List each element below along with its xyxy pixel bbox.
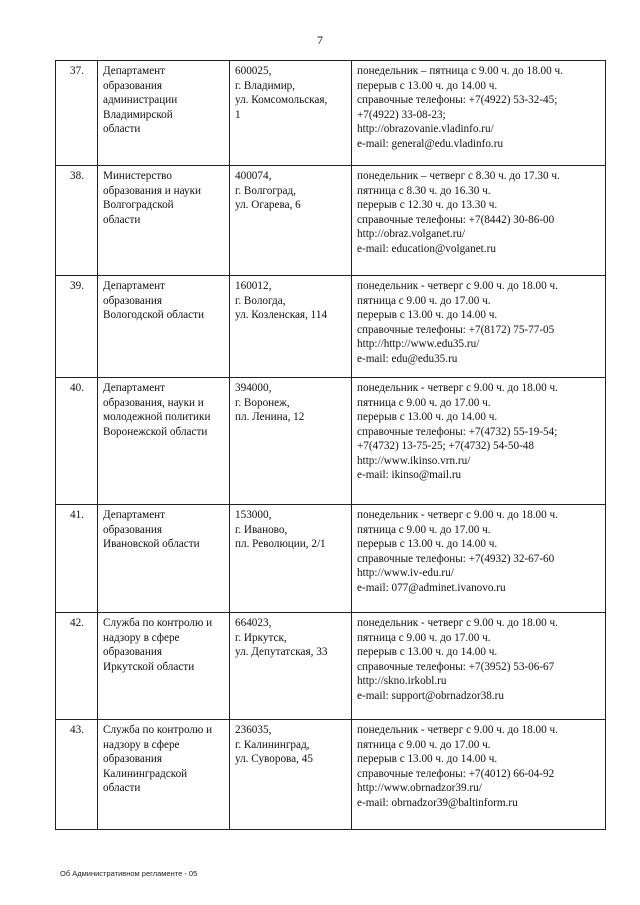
organization-address-line: ул. Суворова, 45 (235, 753, 313, 765)
organization-name-line: Департамент (103, 382, 166, 394)
contact-info (352, 61, 606, 166)
organization-address-line: г. Волгоград, (235, 184, 296, 197)
contact-info-line: пятница с 9.00 ч. до 17.00 ч. (357, 294, 491, 307)
organization-address (230, 61, 352, 166)
organization-name-line: администрации (103, 94, 178, 106)
organization-address-line: 400074, (235, 170, 272, 182)
organization-address-line: 664023, (235, 617, 272, 629)
organization-name-line: образования, науки и (103, 396, 204, 409)
contact-info-line: http://obraz.volganet.ru/ (357, 228, 466, 240)
organization-address-line: 236035, (235, 724, 272, 736)
contacts-table-body (56, 61, 606, 830)
contact-info-line: понедельник - четверг с 9.00 ч. до 18.00 ч. (357, 617, 558, 629)
row-number: 43. (56, 720, 98, 830)
row-number: 42. (56, 613, 98, 720)
contact-info-line: +7(4922) 33-08-23; (357, 108, 446, 121)
contact-info-line: перерыв с 13.00 ч. до 14.00 ч. (357, 411, 498, 423)
contact-info-line: пятница с 9.00 ч. до 17.00 ч. (357, 631, 491, 644)
organization-name (98, 378, 230, 505)
table-row (56, 505, 606, 613)
organization-address-line: ул. Козленская, 114 (235, 309, 328, 321)
contact-info-line: перерыв с 13.00 ч. до 14.00 ч. (357, 646, 498, 658)
contact-info-line: http://obrazovanie.vladinfo.ru/ (357, 123, 494, 135)
organization-name-line: области (103, 123, 141, 135)
contact-info (352, 276, 606, 378)
contact-info-line: справочные телефоны: +7(4922) 53-32-45; (357, 94, 558, 106)
contact-info-line: понедельник - четверг с 9.00 ч. до 18.00 ч. (357, 382, 558, 394)
organization-name-line: надзору в сфере (103, 738, 180, 751)
contact-info-line: перерыв с 13.00 ч. до 14.00 ч. (357, 538, 498, 550)
contact-info (352, 505, 606, 613)
organization-address (230, 166, 352, 276)
contact-info-line: перерыв с 13.00 ч. до 14.00 ч. (357, 753, 498, 765)
contact-info-line: перерыв с 13.00 ч. до 14.00 ч. (357, 79, 498, 92)
contact-info-line: понедельник - четверг с 9.00 ч. до 18.00 ч. (357, 724, 558, 736)
organization-address-line: г. Вологда, (235, 294, 286, 307)
contact-info-line: перерыв с 12.30 ч. до 13.30 ч. (357, 199, 498, 211)
contact-info-line: понедельник - четверг с 9.00 ч. до 18.00 ч. (357, 509, 558, 521)
organization-name-line: молодежной политики (103, 411, 211, 423)
organization-name-line: образования (103, 753, 163, 765)
contact-info-line: справочные телефоны: +7(4932) 32-67-60 (357, 552, 555, 565)
table-row (56, 613, 606, 720)
organization-address (230, 505, 352, 613)
contact-info-line: e-mail: support@obrnadzor38.ru (357, 689, 504, 702)
organization-name-line: области (103, 782, 141, 794)
table-row (56, 61, 606, 166)
contact-info-line: e-mail: ikinso@mail.ru (357, 469, 462, 481)
organization-address-line: г. Владимир, (235, 79, 296, 92)
organization-name-line: Ивановской области (103, 538, 200, 550)
contact-info-line: http://www.ikinso.vrn.ru/ (357, 454, 471, 467)
contact-info-line: e-mail: obrnadzor39@baltinform.ru (357, 796, 518, 809)
organization-address-line: ул. Комсомольская, (235, 94, 328, 106)
organization-address-line: г. Воронеж, (235, 396, 290, 409)
organization-name-line: Служба по контролю и (103, 724, 213, 736)
table-row (56, 166, 606, 276)
contact-info-line: пятница с 9.00 ч. до 17.00 ч. (357, 738, 491, 751)
contact-info (352, 166, 606, 276)
table-row (56, 720, 606, 830)
organization-address (230, 613, 352, 720)
organization-name (98, 166, 230, 276)
organization-name (98, 613, 230, 720)
row-number: 40. (56, 378, 98, 505)
contact-info-line: понедельник - четверг с 9.00 ч. до 18.00 ч. (357, 280, 558, 292)
organization-name-line: образования и науки (103, 184, 201, 197)
organization-name-line: Департамент (103, 509, 166, 521)
organization-address-line: г. Иркутск, (235, 631, 287, 644)
row-number: 37. (56, 61, 98, 166)
organization-address-line: 153000, (235, 509, 272, 521)
contact-info-line: пятница с 8.30 ч. до 16.30 ч. (357, 184, 491, 197)
organization-name-line: Вологодской области (103, 309, 204, 321)
contact-info (352, 613, 606, 720)
contact-info (352, 720, 606, 830)
contact-info-line: http://skno.irkobl.ru (357, 675, 447, 687)
organization-address-line: г. Иваново, (235, 523, 288, 536)
contact-info-line: e-mail: 077@adminet.ivanovo.ru (357, 581, 506, 594)
organization-name-line: Служба по контролю и (103, 617, 213, 629)
organization-address-line: ул. Депутатская, 33 (235, 646, 328, 658)
organization-name-line: Волгоградской (103, 199, 174, 211)
organization-address-line: 600025, (235, 65, 272, 77)
contact-info-line: пятница с 9.00 ч. до 17.00 ч. (357, 396, 491, 409)
organization-name-line: Воронежской области (103, 425, 208, 438)
page-number: 7 (317, 33, 323, 47)
organization-name (98, 61, 230, 166)
organization-name-line: надзору в сфере (103, 631, 180, 644)
organization-name-line: Калининградской (103, 767, 188, 780)
organization-name-line: образования (103, 79, 163, 92)
organization-name-line: Иркутской области (103, 660, 195, 673)
contact-info-line: понедельник – пятница с 9.00 ч. до 18.00 ч. (357, 65, 563, 77)
organization-address-line: 160012, (235, 280, 272, 292)
contact-info-line: справочные телефоны: +7(4012) 66-04-92 (357, 767, 555, 780)
contact-info-line: перерыв с 13.00 ч. до 14.00 ч. (357, 309, 498, 321)
contacts-table (55, 60, 606, 830)
organization-name-line: Министерство (103, 170, 172, 182)
organization-name-line: Департамент (103, 65, 166, 77)
contact-info-line: e-mail: education@volganet.ru (357, 242, 496, 255)
contact-info (352, 378, 606, 505)
organization-address-line: пл. Революции, 2/1 (235, 538, 326, 550)
contact-info-line: понедельник – четверг с 8.30 ч. до 17.30 ч. (357, 170, 560, 182)
organization-name (98, 505, 230, 613)
organization-address-line: пл. Ленина, 12 (235, 411, 305, 423)
contact-info-line: e-mail: general@edu.vladinfo.ru (357, 137, 504, 150)
contact-info-line: e-mail: edu@edu35.ru (357, 352, 458, 365)
organization-address-line: г. Калининград, (235, 738, 310, 751)
organization-address-line: 1 (235, 108, 241, 121)
contact-info-line: http://www.iv-edu.ru/ (357, 567, 454, 579)
organization-address (230, 378, 352, 505)
contact-info-line: справочные телефоны: +7(4732) 55-19-54; (357, 425, 558, 438)
organization-name-line: образования (103, 523, 163, 536)
organization-name (98, 720, 230, 830)
table-row (56, 276, 606, 378)
contact-info-line: +7(4732) 13-75-25; +7(4732) 54-50-48 (357, 440, 534, 452)
row-number: 39. (56, 276, 98, 378)
organization-name-line: образования (103, 646, 163, 658)
organization-name-line: области (103, 213, 141, 226)
row-number: 41. (56, 505, 98, 613)
organization-address (230, 720, 352, 830)
organization-name-line: образования (103, 294, 163, 307)
contact-info-line: справочные телефоны: +7(8442) 30-86-00 (357, 213, 555, 226)
row-number: 38. (56, 166, 98, 276)
organization-name-line: Департамент (103, 280, 166, 292)
organization-name (98, 276, 230, 378)
document-footer: Об Административном регламенте - 05 (60, 869, 198, 878)
organization-address-line: 394000, (235, 382, 272, 394)
contact-info-line: http://http://www.edu35.ru/ (357, 338, 480, 350)
organization-address-line: ул. Огарева, 6 (235, 199, 301, 211)
contact-info-line: http://www.obrnadzor39.ru/ (357, 782, 482, 794)
contact-info-line: справочные телефоны: +7(3952) 53-06-67 (357, 660, 555, 673)
organization-address (230, 276, 352, 378)
organization-name-line: Владимирской (103, 108, 173, 121)
contact-info-line: справочные телефоны: +7(8172) 75-77-05 (357, 323, 555, 336)
table-row (56, 378, 606, 505)
contact-info-line: пятница с 9.00 ч. до 17.00 ч. (357, 523, 491, 536)
